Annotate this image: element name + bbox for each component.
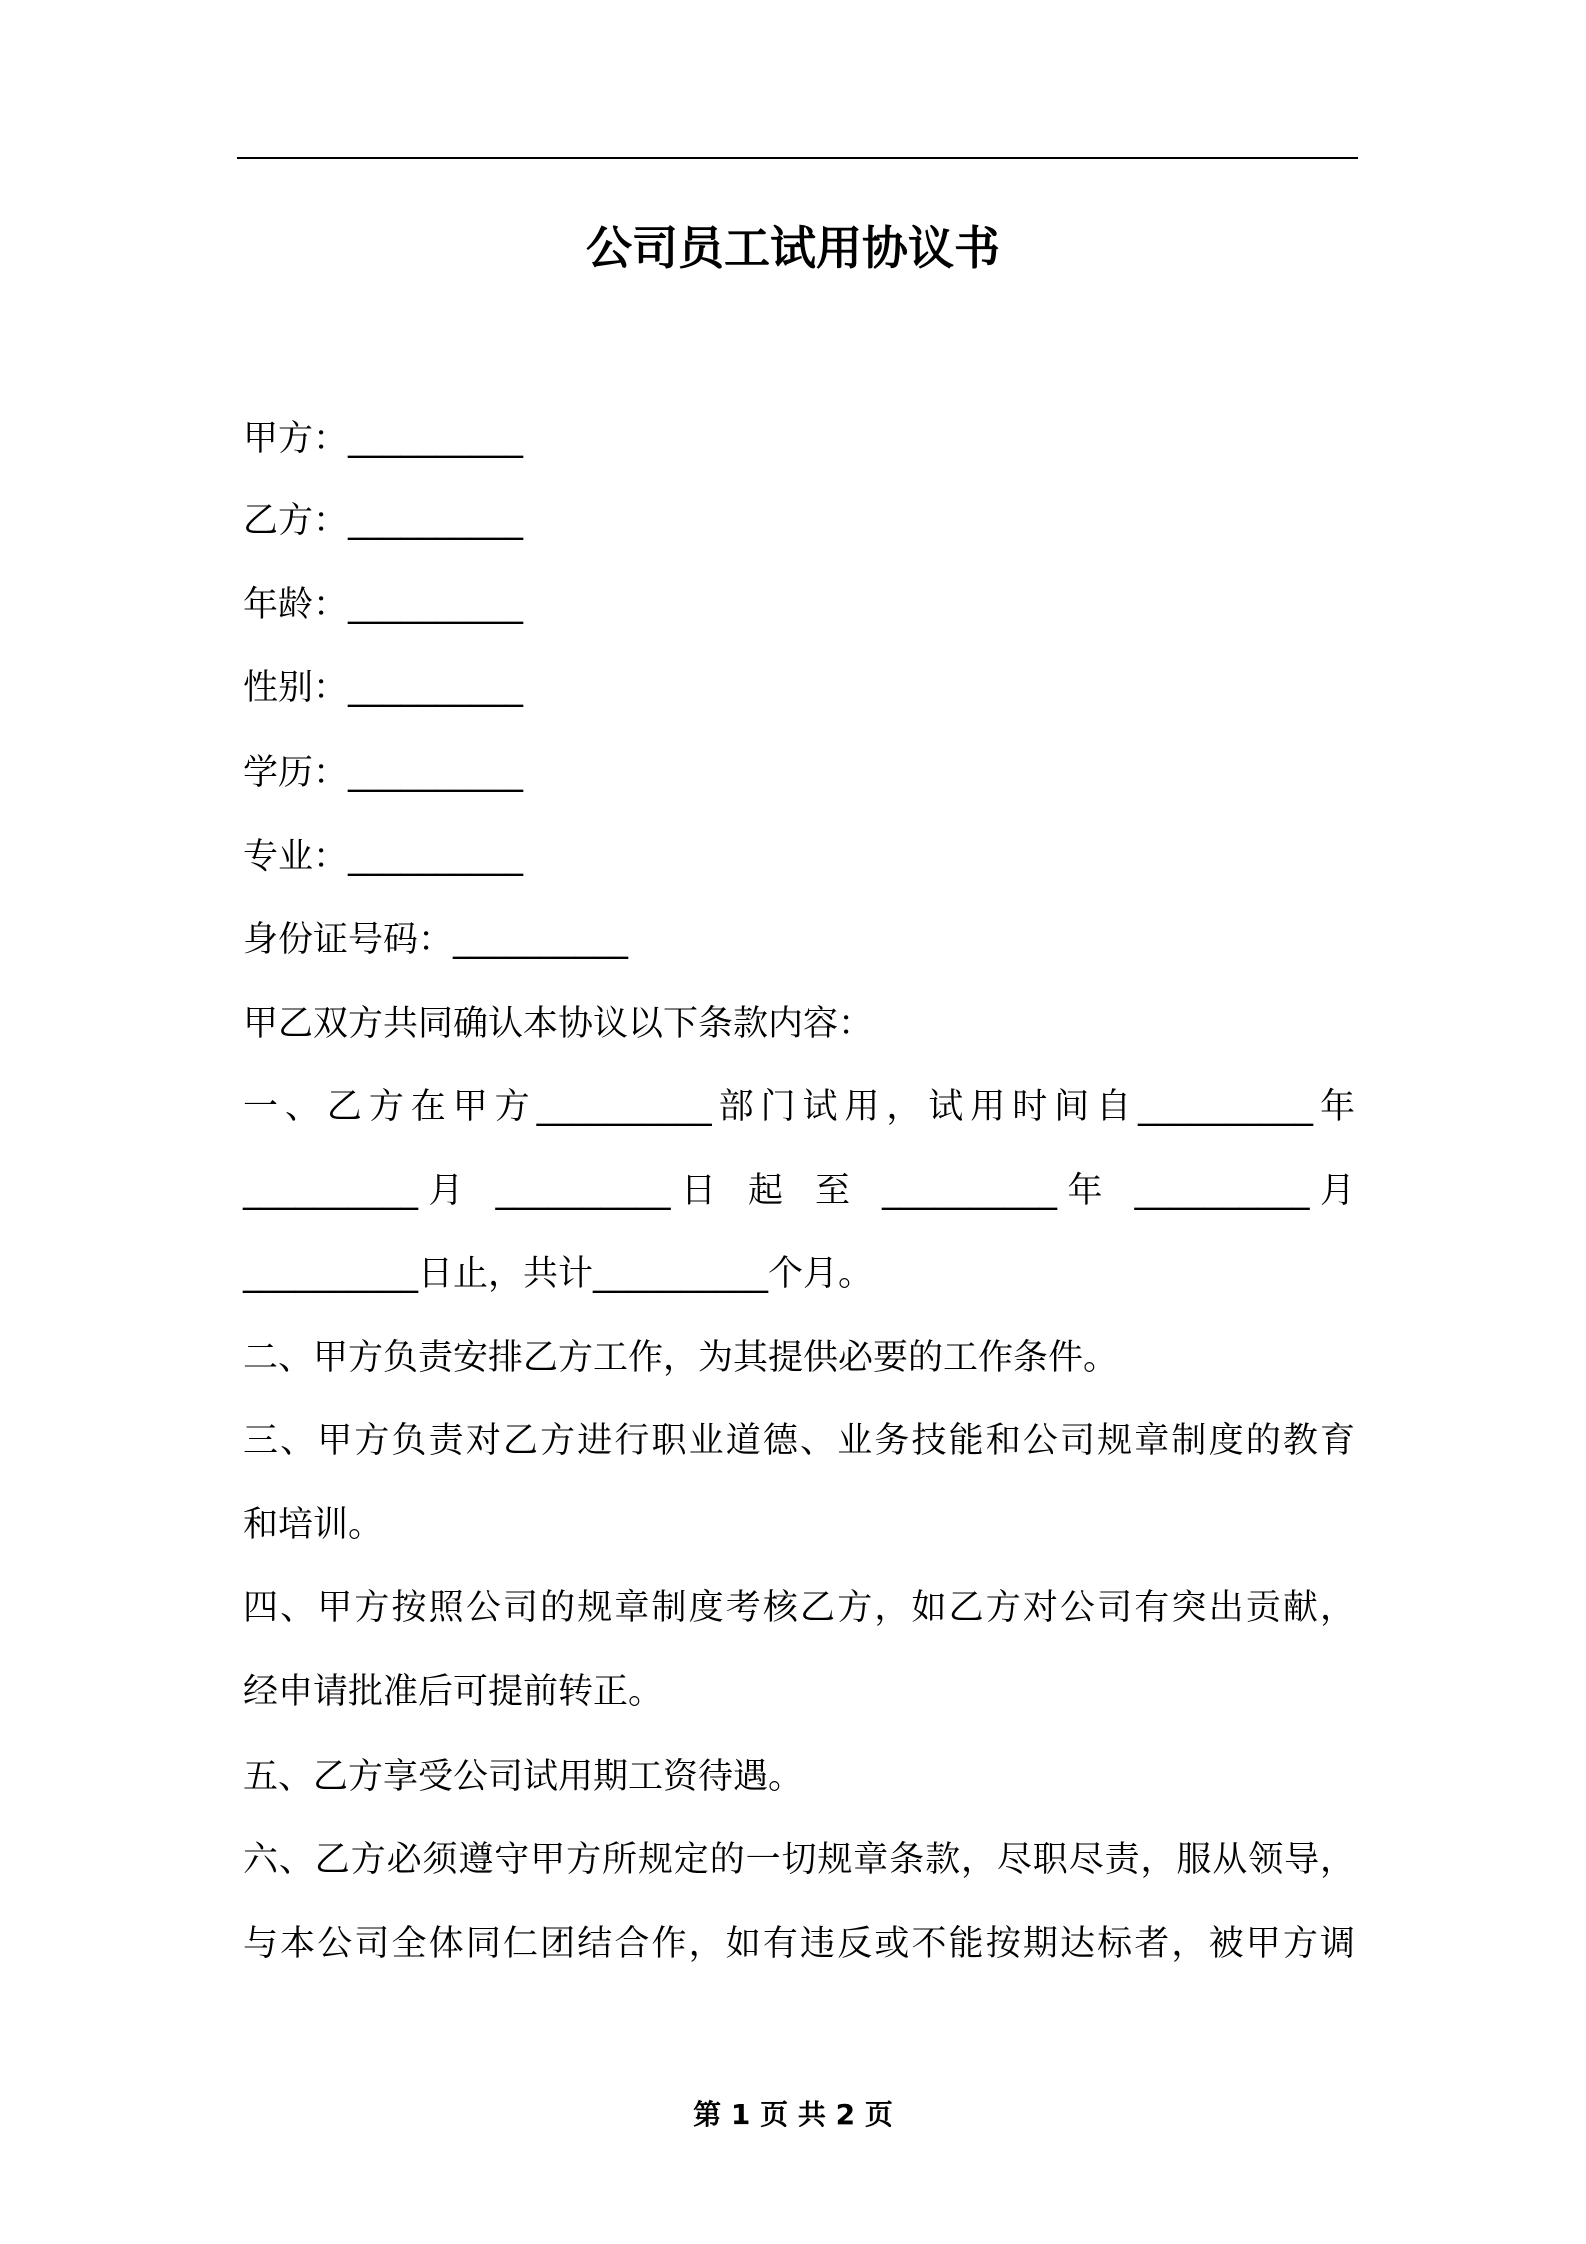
field-blank: __________ [348,419,524,459]
field-blank: __________ [348,837,524,877]
field-label: 身份证号码： [243,920,454,960]
field-label: 学历： [243,753,349,793]
document-title: 公司员工试用协议书 [586,221,1000,275]
field-blank: __________ [453,920,629,960]
field-blank: __________ [348,668,524,708]
field-label: 年龄： [243,585,349,625]
clause-line: 二、甲方负责安排乙方工作，为其提供必要的工作条件。 [243,1338,1119,1378]
header-rule [237,157,1358,159]
field-party-a [243,409,523,469]
clause-line: 四、甲方按照公司的规章制度考核乙方，如乙方对公司有突出贡献， [243,1588,1355,1628]
intro-text: 甲乙双方共同确认本协议以下条款内容： [243,1004,874,1044]
clause-line: 六、乙方必须遵守甲方所规定的一切规章条款，尽职尽责，服从领导， [243,1840,1355,1880]
clause-line: 三、甲方负责对乙方进行职业道德、业务技能和公司规章制度的教育 [243,1421,1355,1461]
clause-line: __________日止，共计__________个月。 [243,1254,874,1294]
clause-line: 与本公司全体同仁团结合作，如有违反或不能按期达标者，被甲方调 [243,1924,1355,1964]
field-blank: __________ [348,585,524,625]
page-number: 第 1 页 共 2 页 [693,2098,893,2131]
field-blank: __________ [348,501,524,541]
field-major [243,827,523,887]
field-party-b [243,491,523,551]
clause-line: 经申请批准后可提前转正。 [243,1672,664,1712]
clause-line: 五、乙方享受公司试用期工资待遇。 [243,1757,804,1797]
field-id-number [243,910,628,970]
field-education [243,743,523,803]
field-label: 性别： [243,668,349,708]
field-gender [243,658,523,718]
field-label: 乙方： [243,501,349,541]
field-age [243,575,523,635]
clause-line: 一、乙方在甲方__________部门试用，试用时间自__________年 [243,1087,1355,1127]
field-blank: __________ [348,753,524,793]
field-label: 专业： [243,837,349,877]
field-label: 甲方： [243,419,349,459]
clause-line: 和培训。 [243,1505,384,1545]
clause-line: __________月 __________日 起 至 __________年 __________月 [243,1171,1355,1211]
